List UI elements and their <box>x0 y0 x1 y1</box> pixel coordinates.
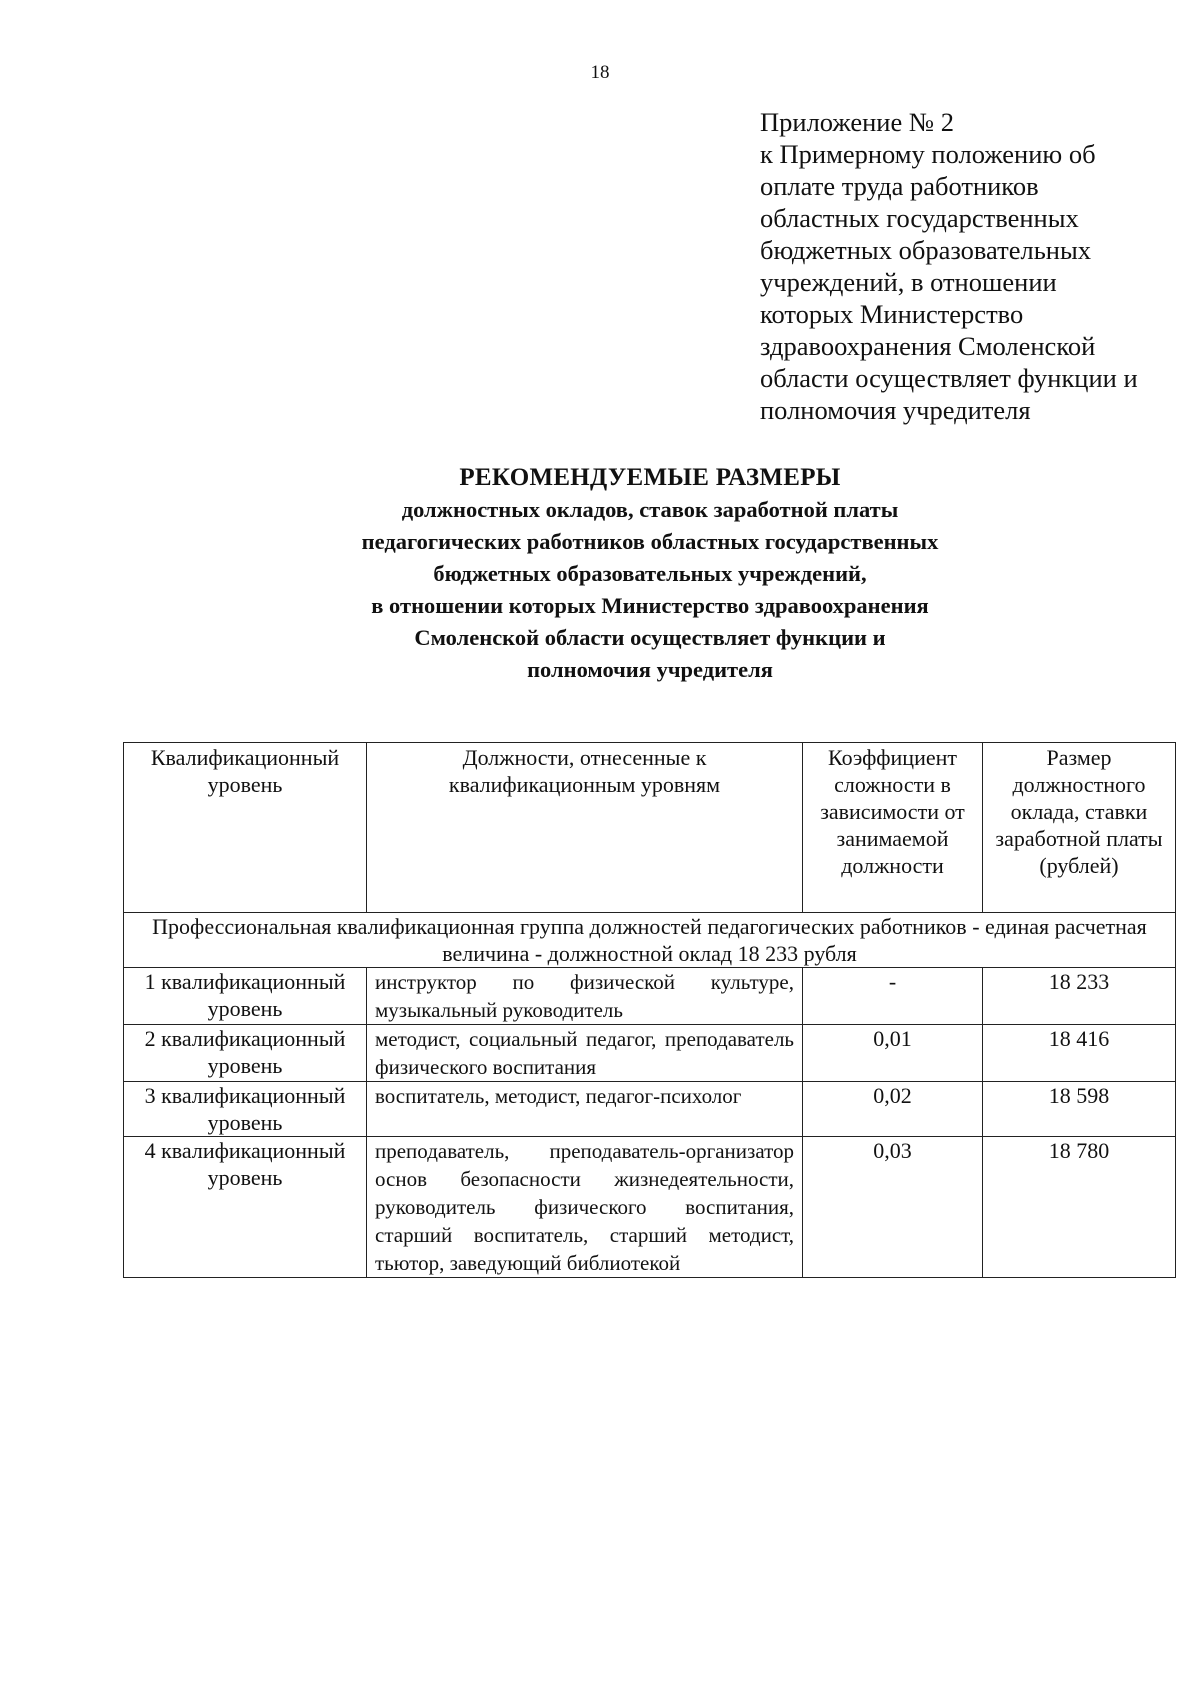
title-main: РЕКОМЕНДУЕМЫЕ РАЗМЕРЫ <box>459 464 841 491</box>
cell-level: 4 квалификационный уровень <box>124 1137 367 1278</box>
table-header-row <box>124 743 1176 913</box>
header-positions: Должности, отнесенные к квалификационным уровням <box>367 743 803 913</box>
cell-positions: инструктор по физической культуре, музыкальный руководитель <box>367 968 803 1025</box>
cell-salary: 18 780 <box>983 1137 1176 1278</box>
title-subtitle <box>160 494 1140 686</box>
cell-positions: воспитатель, методист, педагог-психолог <box>367 1082 803 1137</box>
appendix-line: к Примерному положению об <box>760 139 1096 169</box>
cell-coefficient: 0,01 <box>803 1025 983 1082</box>
header-level: Квалификационный уровень <box>124 743 367 913</box>
cell-level: 2 квалификационный уровень <box>124 1025 367 1082</box>
cell-salary: 18 416 <box>983 1025 1176 1082</box>
document-title <box>160 462 1140 686</box>
salary-table <box>123 742 1176 1278</box>
title-line: Смоленской области осуществляет функции и <box>414 625 886 650</box>
title-line: педагогических работников областных государственных <box>361 529 939 554</box>
title-line: бюджетных образовательных учреждений, <box>433 561 867 586</box>
title-line: полномочия учредителя <box>527 657 773 682</box>
cell-salary: 18 233 <box>983 968 1176 1025</box>
page-number: 18 <box>590 62 610 83</box>
appendix-line: бюджетных образовательных <box>760 235 1092 265</box>
appendix-line: учреждений, в отношении <box>760 267 1057 297</box>
appendix-line: Приложение № 2 <box>760 107 955 137</box>
cell-salary: 18 598 <box>983 1082 1176 1137</box>
table-row <box>124 1137 1176 1278</box>
table-row <box>124 1082 1176 1137</box>
title-line: в отношении которых Министерство здравоохранения <box>371 593 929 618</box>
cell-coefficient: - <box>803 968 983 1025</box>
appendix-line: оплате труда работников <box>760 171 1039 201</box>
cell-positions: методист, социальный педагог, преподаватель физического воспитания <box>367 1025 803 1082</box>
cell-positions: преподаватель, преподаватель-организатор основ безопасности жизнедеятельности, руководитель физического воспитания, старший воспитатель, старший методист, тьютор, заведующий библиотекой <box>367 1137 803 1278</box>
header-coefficient: Коэффициент сложности в зависимости от занимаемой должности <box>803 743 983 913</box>
appendix-line: полномочия учредителя <box>760 395 1031 425</box>
appendix-note <box>760 106 1180 426</box>
table-row <box>124 968 1176 1025</box>
table-row <box>124 1025 1176 1082</box>
cell-level: 1 квалификационный уровень <box>124 968 367 1025</box>
group-row <box>124 913 1176 968</box>
cell-level: 3 квалификационный уровень <box>124 1082 367 1137</box>
cell-coefficient: 0,02 <box>803 1082 983 1137</box>
appendix-line: областных государственных <box>760 203 1079 233</box>
group-description: Профессиональная квалификационная группа должностей педагогических работников - единая расчетная величина - должностной оклад 18 233 рубля <box>124 913 1176 968</box>
title-line: должностных окладов, ставок заработной платы <box>401 497 899 522</box>
appendix-line: здравоохранения Смоленской <box>760 331 1096 361</box>
appendix-line: области осуществляет функции и <box>760 363 1138 393</box>
header-salary: Размер должностного оклада, ставки заработной платы (рублей) <box>983 743 1176 913</box>
appendix-line: которых Министерство <box>760 299 1024 329</box>
cell-coefficient: 0,03 <box>803 1137 983 1278</box>
